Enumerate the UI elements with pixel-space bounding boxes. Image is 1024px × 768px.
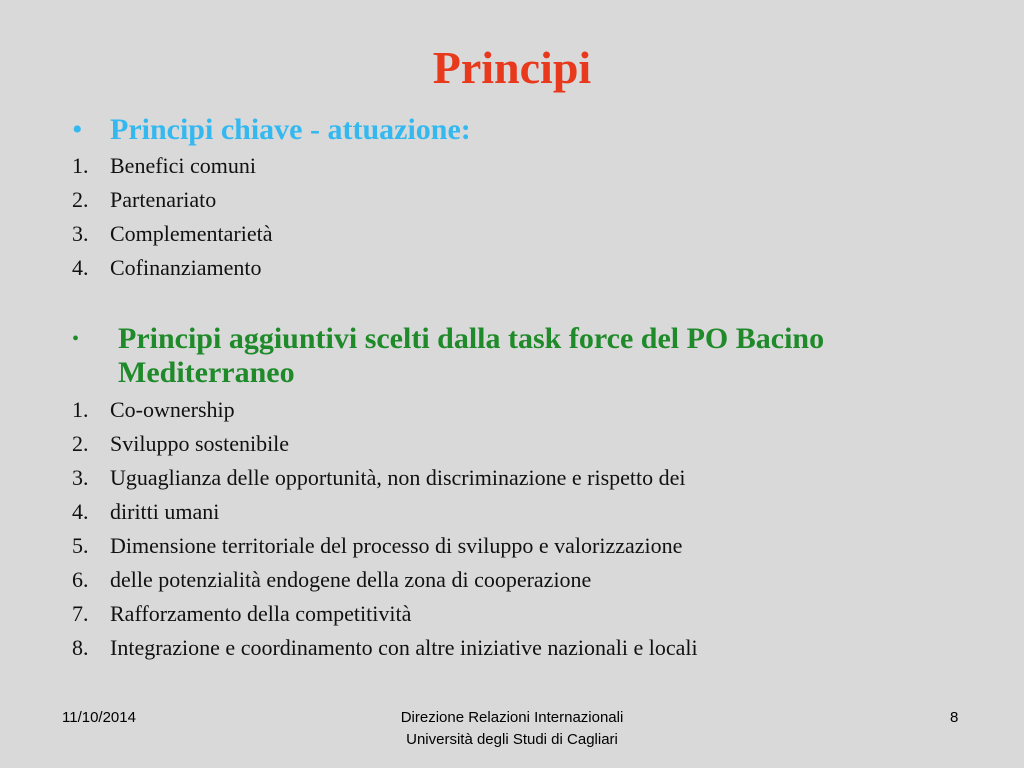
list-item-number: 4.	[72, 255, 89, 280]
list-item-text: Dimensione territoriale del processo di sviluppo e valorizzazione	[110, 533, 683, 558]
list-item-text: Rafforzamento della competitività	[110, 601, 412, 626]
section1-heading-text: Principi chiave - attuazione:	[110, 113, 471, 146]
list-item	[72, 393, 698, 427]
footer-organization	[262, 707, 762, 751]
list-item	[72, 529, 698, 563]
list-item-number: 2.	[72, 187, 89, 212]
slide-title: Principi	[432, 42, 592, 93]
section1-list	[72, 149, 273, 285]
list-item	[72, 149, 273, 183]
section2-heading	[72, 322, 932, 390]
footer-date: 11/10/2014	[62, 709, 136, 726]
list-item-text: Benefici comuni	[110, 153, 257, 178]
list-item-text: Complementarietà	[110, 221, 273, 246]
list-item-number: 2.	[72, 431, 89, 456]
list-item-text: diritti umani	[110, 499, 220, 524]
list-item	[72, 217, 273, 251]
footer-org-line1: Direzione Relazioni Internazionali	[400, 709, 624, 726]
list-item	[72, 563, 698, 597]
list-item-text: Cofinanziamento	[110, 255, 262, 280]
list-item	[72, 251, 273, 285]
list-item	[72, 183, 273, 217]
section1-heading	[72, 110, 471, 150]
list-item	[72, 631, 698, 665]
section2-list	[72, 393, 698, 665]
list-item-number: 3.	[72, 465, 89, 490]
list-item-number: 5.	[72, 533, 89, 558]
list-item	[72, 461, 698, 495]
bullet-icon: •	[72, 328, 80, 350]
list-item	[72, 427, 698, 461]
list-item-number: 3.	[72, 221, 89, 246]
list-item	[72, 597, 698, 631]
list-item-number: 1.	[72, 397, 89, 422]
list-item-number: 1.	[72, 153, 89, 178]
list-item-number: 7.	[72, 601, 89, 626]
list-item-number: 6.	[72, 567, 89, 592]
list-item-text: Integrazione e coordinamento con altre iniziative nazionali e locali	[110, 635, 698, 660]
list-item-text: Uguaglianza delle opportunità, non discriminazione e rispetto dei	[110, 465, 686, 490]
list-item-number: 4.	[72, 499, 89, 524]
footer-org-line2: Università degli Studi di Cagliari	[406, 731, 618, 748]
list-item-number: 8.	[72, 635, 89, 660]
list-item-text: Sviluppo sostenibile	[110, 431, 290, 456]
bullet-icon: •	[72, 113, 83, 146]
list-item-text: Partenariato	[110, 187, 217, 212]
list-item-text: delle potenzialità endogene della zona di cooperazione	[110, 567, 592, 592]
section2-heading-text: Principi aggiuntivi scelti dalla task force del PO Bacino Mediterraneo	[118, 322, 825, 389]
list-item-text: Co-ownership	[110, 397, 235, 422]
list-item	[72, 495, 698, 529]
footer-page-number: 8	[950, 709, 959, 726]
